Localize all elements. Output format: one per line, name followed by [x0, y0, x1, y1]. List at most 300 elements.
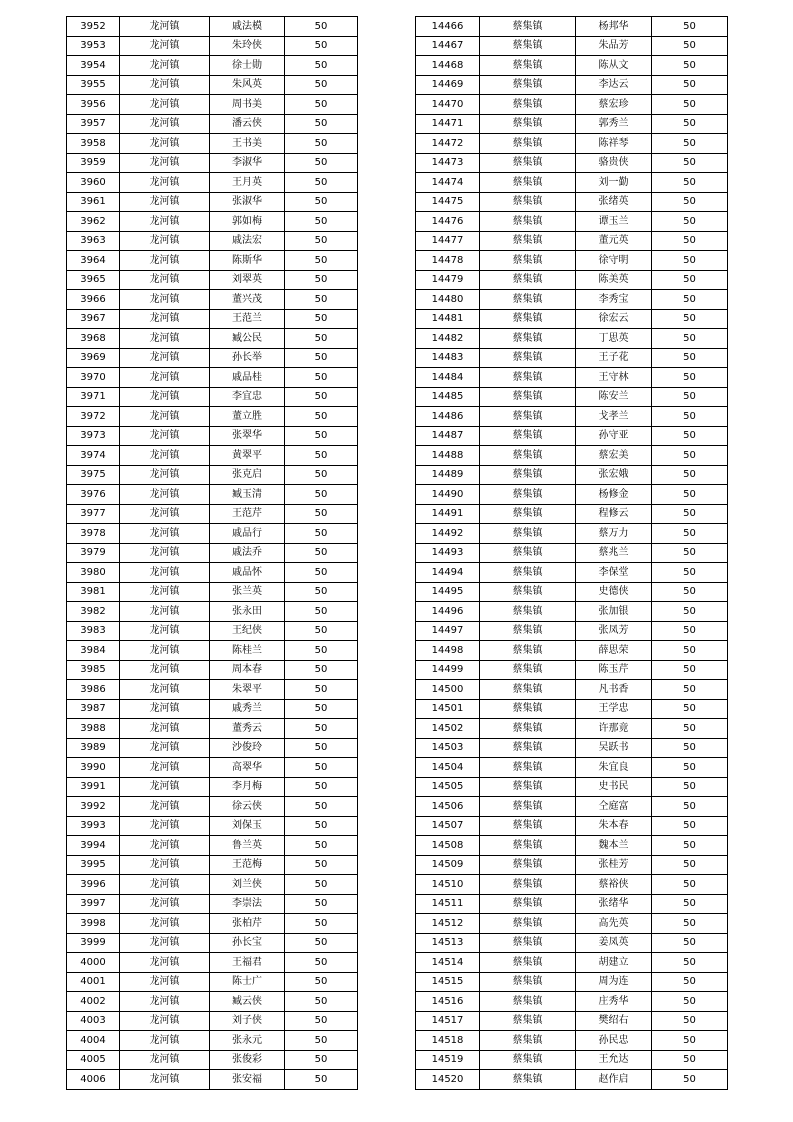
cell-amount: 50 [285, 1050, 358, 1070]
cell-id: 3953 [67, 36, 120, 56]
table-row [67, 875, 358, 895]
table-row [416, 270, 728, 290]
table-row [67, 992, 358, 1012]
cell-name: 董立胜 [210, 407, 285, 427]
cell-amount: 50 [285, 114, 358, 134]
cell-name: 徐云侠 [210, 797, 285, 817]
table-row [67, 387, 358, 407]
cell-id: 14475 [416, 192, 480, 212]
cell-id: 3974 [67, 446, 120, 466]
cell-name: 戚法乔 [210, 543, 285, 563]
cell-amount: 50 [652, 485, 728, 505]
table-row [67, 582, 358, 602]
cell-name: 刘保玉 [210, 816, 285, 836]
table-row [416, 95, 728, 115]
cell-name: 高翠华 [210, 758, 285, 778]
table-row [416, 114, 728, 134]
cell-town: 龙河镇 [120, 1070, 210, 1090]
table-row [67, 17, 358, 37]
cell-town: 龙河镇 [120, 95, 210, 115]
cell-id: 3987 [67, 699, 120, 719]
table-row [416, 621, 728, 641]
cell-town: 蔡集镇 [480, 329, 576, 349]
table-row [416, 504, 728, 524]
cell-id: 14483 [416, 348, 480, 368]
cell-amount: 50 [652, 153, 728, 173]
cell-town: 蔡集镇 [480, 75, 576, 95]
cell-town: 龙河镇 [120, 602, 210, 622]
cell-town: 蔡集镇 [480, 1070, 576, 1090]
cell-town: 龙河镇 [120, 75, 210, 95]
table-row [67, 1050, 358, 1070]
cell-name: 孙长宝 [210, 933, 285, 953]
cell-id: 3988 [67, 719, 120, 739]
cell-amount: 50 [285, 407, 358, 427]
cell-town: 蔡集镇 [480, 192, 576, 212]
cell-id: 3984 [67, 641, 120, 661]
cell-id: 3986 [67, 680, 120, 700]
cell-name: 张安福 [210, 1070, 285, 1090]
cell-id: 3957 [67, 114, 120, 134]
cell-amount: 50 [285, 836, 358, 856]
cell-amount: 50 [652, 95, 728, 115]
cell-name: 王允达 [576, 1050, 652, 1070]
cell-id: 14518 [416, 1031, 480, 1051]
cell-id: 3962 [67, 212, 120, 232]
cell-amount: 50 [652, 426, 728, 446]
cell-town: 龙河镇 [120, 758, 210, 778]
cell-id: 3958 [67, 134, 120, 154]
cell-town: 龙河镇 [120, 524, 210, 544]
cell-amount: 50 [652, 1070, 728, 1090]
cell-town: 蔡集镇 [480, 543, 576, 563]
cell-town: 龙河镇 [120, 446, 210, 466]
cell-name: 臧云侠 [210, 992, 285, 1012]
cell-amount: 50 [652, 621, 728, 641]
table-row [416, 894, 728, 914]
table-row [67, 407, 358, 427]
cell-town: 蔡集镇 [480, 836, 576, 856]
cell-name: 董兴茂 [210, 290, 285, 310]
table-row [416, 953, 728, 973]
table-row [67, 329, 358, 349]
cell-name: 戚秀兰 [210, 699, 285, 719]
cell-id: 3989 [67, 738, 120, 758]
cell-town: 龙河镇 [120, 933, 210, 953]
cell-name: 沙俊玲 [210, 738, 285, 758]
cell-amount: 50 [652, 504, 728, 524]
cell-town: 蔡集镇 [480, 17, 576, 37]
table-row [416, 797, 728, 817]
table-row [416, 1070, 728, 1090]
cell-name: 戈孝兰 [576, 407, 652, 427]
cell-id: 14469 [416, 75, 480, 95]
cell-id: 4001 [67, 972, 120, 992]
cell-name: 刘兰侠 [210, 875, 285, 895]
cell-town: 蔡集镇 [480, 446, 576, 466]
cell-amount: 50 [285, 875, 358, 895]
cell-amount: 50 [652, 777, 728, 797]
table-row [416, 329, 728, 349]
cell-amount: 50 [652, 992, 728, 1012]
cell-amount: 50 [285, 1031, 358, 1051]
cell-town: 蔡集镇 [480, 758, 576, 778]
cell-id: 3979 [67, 543, 120, 563]
cell-town: 龙河镇 [120, 953, 210, 973]
cell-town: 龙河镇 [120, 855, 210, 875]
cell-name: 王月英 [210, 173, 285, 193]
cell-amount: 50 [285, 894, 358, 914]
cell-town: 龙河镇 [120, 465, 210, 485]
cell-name: 孙长举 [210, 348, 285, 368]
cell-town: 蔡集镇 [480, 407, 576, 427]
table-row [416, 465, 728, 485]
cell-town: 蔡集镇 [480, 777, 576, 797]
cell-amount: 50 [285, 173, 358, 193]
cell-town: 蔡集镇 [480, 582, 576, 602]
cell-name: 程修云 [576, 504, 652, 524]
cell-name: 张兰英 [210, 582, 285, 602]
cell-name: 徐宏云 [576, 309, 652, 329]
cell-amount: 50 [285, 758, 358, 778]
cell-amount: 50 [652, 329, 728, 349]
table-row [67, 504, 358, 524]
table-row [67, 855, 358, 875]
cell-id: 3952 [67, 17, 120, 37]
cell-amount: 50 [652, 719, 728, 739]
cell-amount: 50 [652, 797, 728, 817]
cell-amount: 50 [285, 153, 358, 173]
cell-name: 樊绍右 [576, 1011, 652, 1031]
table-row [67, 36, 358, 56]
table-row [416, 212, 728, 232]
cell-name: 蔡万力 [576, 524, 652, 544]
cell-name: 刘子侠 [210, 1011, 285, 1031]
cell-id: 14514 [416, 953, 480, 973]
cell-name: 孙守亚 [576, 426, 652, 446]
table-row [416, 153, 728, 173]
cell-town: 龙河镇 [120, 426, 210, 446]
cell-id: 14484 [416, 368, 480, 388]
cell-amount: 50 [285, 777, 358, 797]
cell-amount: 50 [652, 660, 728, 680]
cell-name: 谭玉兰 [576, 212, 652, 232]
cell-id: 4004 [67, 1031, 120, 1051]
cell-name: 戚品怀 [210, 563, 285, 583]
cell-id: 4006 [67, 1070, 120, 1090]
table-row [416, 972, 728, 992]
cell-name: 陈美英 [576, 270, 652, 290]
cell-amount: 50 [652, 855, 728, 875]
cell-id: 14472 [416, 134, 480, 154]
cell-name: 丁思英 [576, 329, 652, 349]
cell-town: 蔡集镇 [480, 719, 576, 739]
cell-town: 蔡集镇 [480, 738, 576, 758]
cell-name: 张俊彩 [210, 1050, 285, 1070]
cell-amount: 50 [652, 348, 728, 368]
cell-amount: 50 [652, 387, 728, 407]
table-row [416, 36, 728, 56]
cell-amount: 50 [652, 641, 728, 661]
cell-town: 龙河镇 [120, 1011, 210, 1031]
cell-amount: 50 [652, 368, 728, 388]
cell-name: 凡书香 [576, 680, 652, 700]
table-row [67, 1070, 358, 1090]
cell-name: 李宜忠 [210, 387, 285, 407]
cell-name: 周为连 [576, 972, 652, 992]
cell-name: 庄秀华 [576, 992, 652, 1012]
cell-name: 陈士广 [210, 972, 285, 992]
cell-name: 臧公民 [210, 329, 285, 349]
cell-name: 黄翠平 [210, 446, 285, 466]
table-row [416, 446, 728, 466]
table-row [416, 524, 728, 544]
cell-town: 蔡集镇 [480, 680, 576, 700]
cell-name: 陈安兰 [576, 387, 652, 407]
table-row [416, 758, 728, 778]
table-row [67, 777, 358, 797]
cell-town: 龙河镇 [120, 348, 210, 368]
cell-amount: 50 [285, 504, 358, 524]
cell-town: 蔡集镇 [480, 992, 576, 1012]
cell-id: 3990 [67, 758, 120, 778]
cell-id: 14509 [416, 855, 480, 875]
cell-id: 14517 [416, 1011, 480, 1031]
cell-id: 14489 [416, 465, 480, 485]
table-row [67, 212, 358, 232]
cell-amount: 50 [285, 270, 358, 290]
cell-name: 潘云侠 [210, 114, 285, 134]
cell-town: 龙河镇 [120, 582, 210, 602]
table-row [67, 894, 358, 914]
table-row [416, 680, 728, 700]
table-row [67, 738, 358, 758]
cell-amount: 50 [285, 1011, 358, 1031]
cell-id: 14511 [416, 894, 480, 914]
cell-town: 蔡集镇 [480, 504, 576, 524]
cell-amount: 50 [652, 270, 728, 290]
cell-town: 蔡集镇 [480, 972, 576, 992]
cell-id: 3981 [67, 582, 120, 602]
cell-id: 3991 [67, 777, 120, 797]
cell-name: 张永田 [210, 602, 285, 622]
cell-id: 14480 [416, 290, 480, 310]
cell-name: 张凤芳 [576, 621, 652, 641]
cell-name: 陈桂兰 [210, 641, 285, 661]
table-row [67, 173, 358, 193]
cell-name: 朱玲侠 [210, 36, 285, 56]
cell-id: 3993 [67, 816, 120, 836]
cell-name: 李达云 [576, 75, 652, 95]
table-row [67, 972, 358, 992]
table-row [416, 641, 728, 661]
cell-name: 李保堂 [576, 563, 652, 583]
cell-name: 姜凤英 [576, 933, 652, 953]
cell-town: 龙河镇 [120, 231, 210, 251]
cell-name: 臧玉清 [210, 485, 285, 505]
table-row [67, 465, 358, 485]
cell-town: 龙河镇 [120, 504, 210, 524]
cell-name: 蔡宏美 [576, 446, 652, 466]
cell-id: 14488 [416, 446, 480, 466]
cell-name: 王福君 [210, 953, 285, 973]
cell-town: 蔡集镇 [480, 95, 576, 115]
cell-amount: 50 [285, 543, 358, 563]
table-row [416, 719, 728, 739]
cell-id: 3980 [67, 563, 120, 583]
cell-town: 龙河镇 [120, 738, 210, 758]
table-row [67, 719, 358, 739]
cell-name: 吴跃书 [576, 738, 652, 758]
table-row [416, 75, 728, 95]
cell-id: 14494 [416, 563, 480, 583]
table-row [416, 309, 728, 329]
cell-town: 蔡集镇 [480, 426, 576, 446]
cell-id: 14468 [416, 56, 480, 76]
cell-id: 3992 [67, 797, 120, 817]
cell-name: 戚品行 [210, 524, 285, 544]
cell-id: 14470 [416, 95, 480, 115]
cell-name: 王守林 [576, 368, 652, 388]
cell-name: 胡建立 [576, 953, 652, 973]
cell-town: 龙河镇 [120, 719, 210, 739]
cell-name: 史德侠 [576, 582, 652, 602]
cell-id: 3960 [67, 173, 120, 193]
left-table [66, 16, 358, 1090]
cell-name: 张永元 [210, 1031, 285, 1051]
cell-id: 14506 [416, 797, 480, 817]
cell-amount: 50 [652, 446, 728, 466]
cell-name: 王学忠 [576, 699, 652, 719]
table-row [67, 660, 358, 680]
table-row [416, 192, 728, 212]
cell-name: 董元英 [576, 231, 652, 251]
table-row [416, 17, 728, 37]
cell-id: 14499 [416, 660, 480, 680]
cell-town: 蔡集镇 [480, 602, 576, 622]
cell-town: 蔡集镇 [480, 231, 576, 251]
cell-amount: 50 [285, 485, 358, 505]
cell-name: 蔡裕侠 [576, 875, 652, 895]
cell-name: 张加银 [576, 602, 652, 622]
cell-id: 14477 [416, 231, 480, 251]
cell-id: 4005 [67, 1050, 120, 1070]
cell-town: 龙河镇 [120, 173, 210, 193]
cell-id: 4003 [67, 1011, 120, 1031]
cell-name: 张柏芹 [210, 914, 285, 934]
cell-id: 14497 [416, 621, 480, 641]
cell-id: 3978 [67, 524, 120, 544]
cell-amount: 50 [285, 972, 358, 992]
cell-name: 朱品芳 [576, 36, 652, 56]
cell-id: 3956 [67, 95, 120, 115]
table-row [416, 738, 728, 758]
cell-name: 张绪华 [576, 894, 652, 914]
table-row [67, 797, 358, 817]
cell-amount: 50 [285, 933, 358, 953]
cell-town: 蔡集镇 [480, 153, 576, 173]
cell-id: 14474 [416, 173, 480, 193]
cell-amount: 50 [285, 75, 358, 95]
cell-name: 高先英 [576, 914, 652, 934]
cell-town: 蔡集镇 [480, 173, 576, 193]
table-row [67, 153, 358, 173]
cell-amount: 50 [652, 816, 728, 836]
cell-name: 骆贵侠 [576, 153, 652, 173]
cell-name: 王范芹 [210, 504, 285, 524]
table-row [416, 855, 728, 875]
cell-amount: 50 [285, 563, 358, 583]
cell-id: 14467 [416, 36, 480, 56]
cell-amount: 50 [285, 17, 358, 37]
cell-town: 蔡集镇 [480, 797, 576, 817]
cell-amount: 50 [652, 134, 728, 154]
cell-id: 3954 [67, 56, 120, 76]
table-row [67, 446, 358, 466]
cell-name: 朱翠平 [210, 680, 285, 700]
cell-amount: 50 [285, 582, 358, 602]
cell-id: 14471 [416, 114, 480, 134]
cell-id: 14486 [416, 407, 480, 427]
cell-name: 史书民 [576, 777, 652, 797]
table-row [416, 1031, 728, 1051]
cell-town: 龙河镇 [120, 563, 210, 583]
cell-id: 14478 [416, 251, 480, 271]
table-row [67, 270, 358, 290]
cell-id: 3955 [67, 75, 120, 95]
table-row [416, 582, 728, 602]
cell-town: 龙河镇 [120, 777, 210, 797]
cell-town: 龙河镇 [120, 407, 210, 427]
cell-town: 蔡集镇 [480, 855, 576, 875]
table-row [67, 836, 358, 856]
cell-amount: 50 [285, 290, 358, 310]
cell-amount: 50 [652, 173, 728, 193]
cell-amount: 50 [285, 816, 358, 836]
cell-town: 龙河镇 [120, 621, 210, 641]
cell-amount: 50 [652, 875, 728, 895]
table-row [67, 933, 358, 953]
cell-name: 孙民忠 [576, 1031, 652, 1051]
cell-town: 龙河镇 [120, 660, 210, 680]
cell-town: 蔡集镇 [480, 933, 576, 953]
cell-town: 蔡集镇 [480, 290, 576, 310]
cell-amount: 50 [285, 387, 358, 407]
cell-name: 王书美 [210, 134, 285, 154]
table-row [67, 641, 358, 661]
cell-id: 14498 [416, 641, 480, 661]
cell-id: 3998 [67, 914, 120, 934]
cell-amount: 50 [652, 36, 728, 56]
cell-town: 蔡集镇 [480, 387, 576, 407]
cell-name: 魏本兰 [576, 836, 652, 856]
cell-amount: 50 [285, 621, 358, 641]
cell-town: 龙河镇 [120, 290, 210, 310]
cell-name: 陈斯华 [210, 251, 285, 271]
cell-amount: 50 [652, 309, 728, 329]
cell-amount: 50 [285, 680, 358, 700]
cell-name: 李崇法 [210, 894, 285, 914]
cell-id: 14490 [416, 485, 480, 505]
cell-name: 徐守明 [576, 251, 652, 271]
cell-id: 14504 [416, 758, 480, 778]
table-row [416, 1050, 728, 1070]
cell-name: 刘翠英 [210, 270, 285, 290]
cell-amount: 50 [652, 1031, 728, 1051]
cell-id: 14476 [416, 212, 480, 232]
cell-town: 蔡集镇 [480, 114, 576, 134]
cell-amount: 50 [652, 1050, 728, 1070]
